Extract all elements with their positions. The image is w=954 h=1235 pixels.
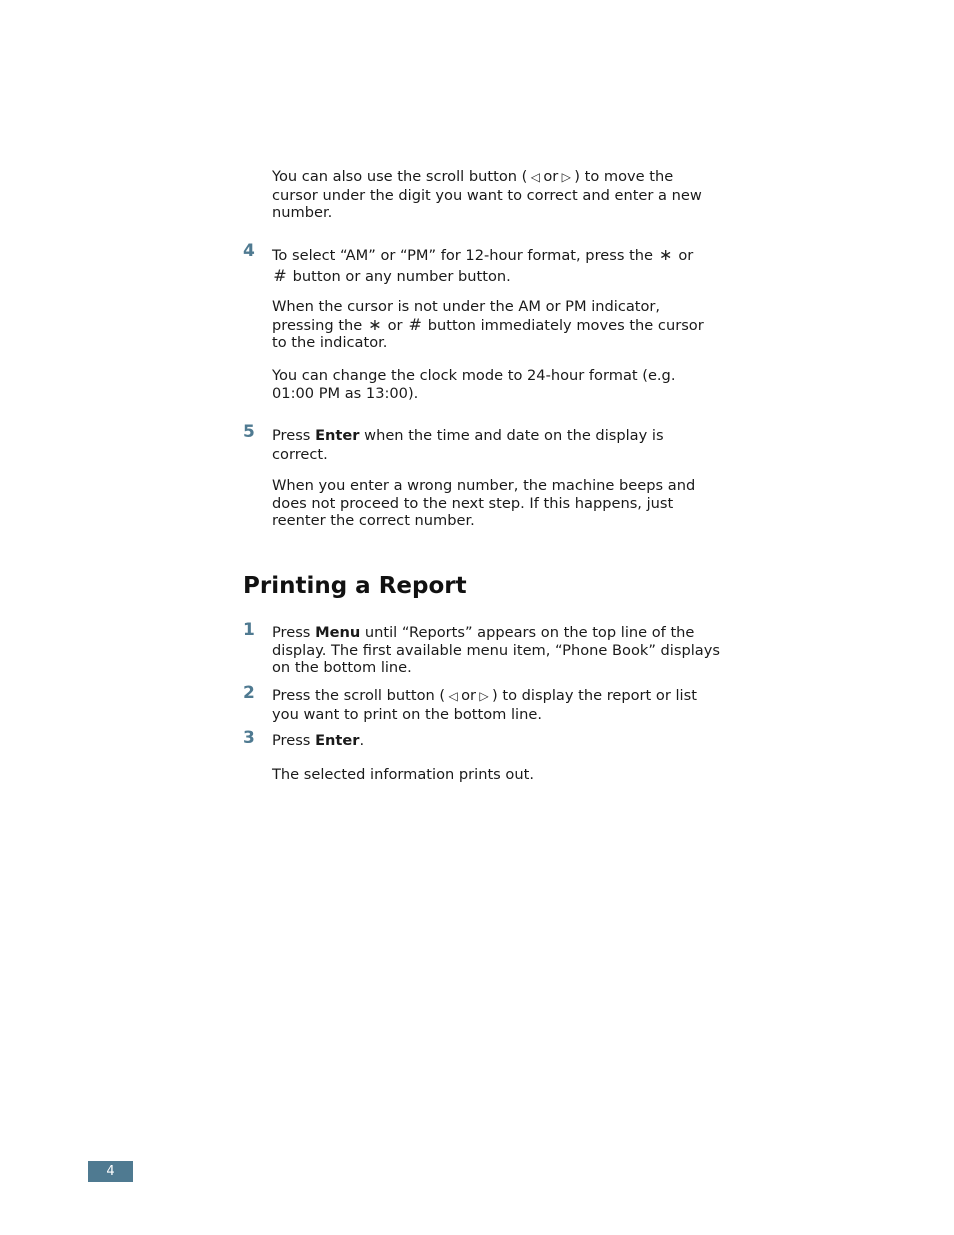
star-icon: ∗	[658, 245, 673, 264]
menu-key-label: Menu	[315, 624, 361, 641]
or-word: or	[461, 687, 477, 704]
page-number: 4	[88, 1161, 133, 1182]
enter-key-label: Enter	[315, 732, 360, 749]
intro-text-start: You can also use the scroll button (	[272, 168, 528, 185]
enter-key-label: Enter	[315, 427, 360, 444]
or-word: or	[678, 247, 694, 264]
step-4-note-24-hour: You can change the clock mode to 24-hour format (e.g. 01:00 PM as 13:00).	[272, 367, 676, 402]
report-step-number-1: 1	[243, 620, 255, 640]
hash-icon: #	[408, 314, 422, 334]
report-note: The selected information prints out.	[272, 766, 534, 783]
step-4-text-start: To select “AM” or “PM” for 12-hour format, press the	[272, 247, 654, 264]
report-step-2-text-end: ) to display the report or list you want to print on the bottom line.	[272, 687, 697, 723]
report-step-1-text	[272, 624, 722, 677]
hash-icon: #	[273, 266, 287, 285]
report-step-3-text	[272, 732, 722, 750]
report-step-number-3: 3	[243, 728, 255, 748]
report-step-1-text-end: until “Reports” appears on the top line of the display. The first available menu item, “Phone Book” displays on the bottom line.	[272, 624, 720, 676]
scroll-left-icon: ◁	[530, 170, 540, 184]
or-word: or	[387, 316, 403, 334]
step-5-text-end: when the time and date on the display is correct.	[272, 427, 664, 463]
report-step-3-text-end: .	[359, 732, 365, 749]
step-4-text	[272, 245, 722, 287]
step-4-note-cursor	[272, 298, 722, 352]
scroll-instruction-paragraph	[272, 168, 722, 222]
scroll-right-icon: ▷	[561, 170, 571, 184]
section-title: Printing a Report	[243, 573, 467, 599]
step-5-note-wrong-number: When you enter a wrong number, the machine beeps and does not proceed to the next step. If this happens, just reenter the correct number.	[272, 477, 696, 529]
star-icon: ∗	[368, 314, 382, 334]
report-step-2-text-start: Press the scroll button (	[272, 687, 446, 704]
intro-text-end: ) to move the cursor under the digit you want to correct and enter a new number.	[272, 168, 702, 221]
scroll-right-icon: ▷	[479, 689, 489, 703]
scroll-left-icon: ◁	[448, 689, 458, 703]
report-step-1-text-start: Press	[272, 624, 316, 641]
report-step-3-text-start: Press	[272, 732, 316, 749]
step-4-text-end: button or any number button.	[292, 268, 511, 285]
step-5-text-start: Press	[272, 427, 316, 444]
or-word: or	[543, 168, 559, 185]
note-cursor-text-end: button immediately moves the cursor to the indicator.	[272, 316, 704, 351]
step-number-4: 4	[243, 241, 255, 261]
report-step-number-2: 2	[243, 683, 255, 703]
step-5-text	[272, 426, 722, 464]
note-cursor-text-start: When the cursor is not under the AM or PM indicator, pressing the	[272, 298, 661, 334]
step-number-5: 5	[243, 422, 255, 442]
report-step-2-text	[272, 687, 722, 723]
